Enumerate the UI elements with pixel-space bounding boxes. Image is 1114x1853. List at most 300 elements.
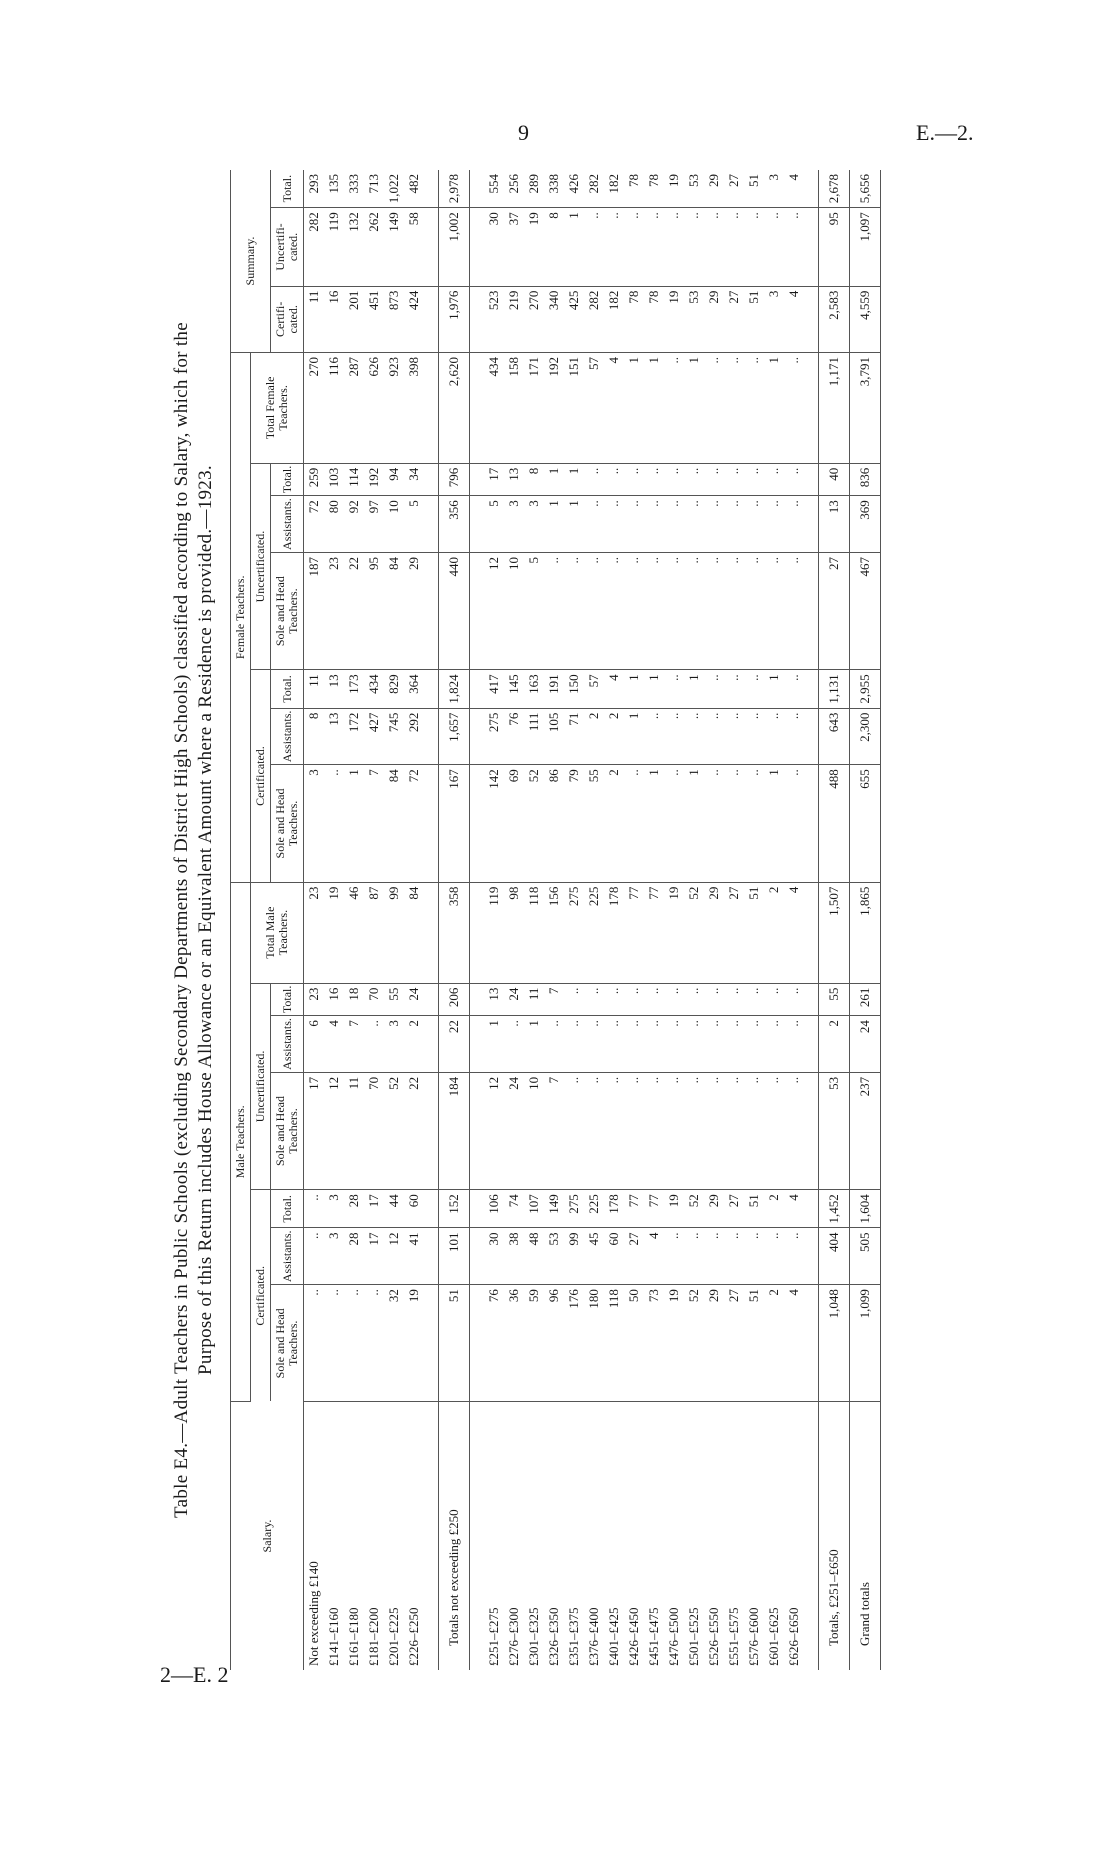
value-cell: .. [724,208,744,286]
value-cell: 424 [404,286,424,352]
value-cell: .. [744,208,764,286]
salary-label-cell: £161–£180 [346,1607,361,1666]
value-cell: 119 [324,208,344,286]
value-cell: .. [704,1016,724,1073]
value-cell: 282 [584,170,604,208]
page-number: 9 [518,120,529,145]
value-cell: 713 [364,170,384,208]
table-body [304,170,881,1670]
value-cell: 151 [564,353,584,464]
value-cell: 10 [384,496,404,553]
value-cell: 92 [344,496,364,553]
value-cell: .. [764,208,784,286]
value-cell: 84 [384,765,404,882]
value-cell: 149 [544,1190,564,1228]
table-row [604,170,624,1670]
value-cell: 5,656 [850,170,881,208]
rotated-table-region [170,150,990,1710]
table-row [564,170,584,1670]
value-cell: .. [764,708,784,765]
value-cell: 23 [304,882,325,983]
header-female-uncertificated: Uncertificated. [251,463,271,670]
value-cell: .. [664,983,684,1016]
salary-label-cell: £626–£650 [786,1607,801,1666]
value-cell: 77 [624,882,644,983]
value-cell: .. [584,463,604,496]
spacer-cell [804,882,819,983]
value-cell: 270 [304,353,325,464]
spacer-cell [424,208,439,286]
value-cell: 30 [484,208,504,286]
value-cell: 13 [324,670,344,708]
value-cell: 3 [764,170,784,208]
value-cell: .. [664,208,684,286]
subtotal-row [439,170,470,1670]
value-cell: 28 [344,1190,364,1228]
value-cell: 3 [504,496,524,553]
table-title [170,170,218,1670]
table-row [384,170,404,1670]
value-cell: .. [744,1228,764,1285]
value-cell: .. [344,1285,364,1402]
value-cell: 24 [850,1016,881,1073]
value-cell: 5 [524,552,544,669]
salary-label-cell: £601–£625 [766,1607,781,1666]
spacer-cell [804,670,819,708]
value-cell: .. [364,1016,384,1073]
table-row [784,170,804,1670]
spacer-cell [470,1228,485,1285]
value-cell: 745 [384,708,404,765]
value-cell: 2,678 [819,170,850,208]
salary-label-cell: £276–£300 [506,1607,521,1666]
value-cell: 72 [304,496,325,553]
value-cell: 4 [784,170,804,208]
value-cell: 24 [404,983,424,1016]
value-cell: .. [644,708,664,765]
value-cell: .. [624,983,644,1016]
value-cell: 95 [819,208,850,286]
value-cell: 873 [384,286,404,352]
value-cell: 1 [484,1016,504,1073]
value-cell: .. [744,1016,764,1073]
salary-label-cell: £226–£250 [406,1607,421,1666]
value-cell: .. [764,463,784,496]
value-cell: 626 [364,353,384,464]
value-cell: 23 [324,552,344,669]
value-cell: .. [644,208,664,286]
value-cell: 178 [604,882,624,983]
value-cell: 95 [364,552,384,669]
value-cell: 201 [344,286,364,352]
value-cell: .. [744,353,764,464]
spacer-row [804,170,819,1670]
value-cell: .. [744,1072,764,1189]
salary-table [230,170,881,1670]
spacer-cell [424,463,439,496]
table-row [684,170,704,1670]
value-cell: 78 [624,286,644,352]
value-cell: .. [604,983,624,1016]
spacer-cell [804,170,819,208]
value-cell: 1,865 [850,882,881,983]
value-cell: 12 [484,1072,504,1189]
table-title-line-2: Purpose of this Return includes House Allowance or an Equivalent Amount where a Residence is provided.—1923. [195,465,216,1375]
value-cell: .. [564,552,584,669]
value-cell: 27 [724,286,744,352]
value-cell: 11 [524,983,544,1016]
value-cell: 150 [564,670,584,708]
value-cell: .. [764,1016,784,1073]
spacer-cell [470,286,485,352]
value-cell: 1 [524,1016,544,1073]
value-cell: 10 [504,552,524,669]
value-cell: 27 [724,1285,744,1402]
value-cell: 158 [504,353,524,464]
value-cell: 10 [524,1072,544,1189]
value-cell: 1 [624,708,644,765]
spacer-cell [804,353,819,464]
value-cell: 52 [684,882,704,983]
value-cell: .. [684,496,704,553]
value-cell: .. [604,1072,624,1189]
spacer-cell [804,1285,819,1402]
value-cell: 27 [724,882,744,983]
value-cell: 27 [819,552,850,669]
value-cell: .. [724,1016,744,1073]
value-cell: .. [684,1072,704,1189]
value-cell: 27 [724,1190,744,1228]
header-male-certificated: Certificated. [251,1190,271,1402]
value-cell: 77 [644,882,664,983]
value-cell: .. [664,552,684,669]
spacer-cell [804,496,819,553]
value-cell: .. [644,983,664,1016]
value-cell: 53 [684,286,704,352]
value-cell: 84 [384,552,404,669]
value-cell: 53 [684,170,704,208]
salary-label-cell: Not exceeding £140 [306,1561,321,1666]
value-cell: .. [744,670,764,708]
value-cell: 2,955 [850,670,881,708]
value-cell: 69 [504,765,524,882]
value-cell: 1,097 [850,208,881,286]
value-cell: 1,048 [819,1285,850,1402]
value-cell: 467 [850,552,881,669]
value-cell: 261 [850,983,881,1016]
value-cell: 1,099 [850,1285,881,1402]
table-row [544,170,564,1670]
spacer-cell [804,983,819,1016]
value-cell: 78 [624,170,644,208]
value-cell: .. [784,353,804,464]
value-cell: .. [664,1072,684,1189]
value-cell: .. [584,496,604,553]
value-cell: 427 [364,708,384,765]
value-cell: 106 [484,1190,504,1228]
value-cell: .. [724,552,744,669]
value-cell: 55 [819,983,850,1016]
value-cell: 40 [819,463,850,496]
value-cell: .. [764,983,784,1016]
value-cell: 1,604 [850,1190,881,1228]
value-cell: .. [664,765,684,882]
value-cell: 178 [604,1190,624,1228]
spacer-cell [470,670,485,708]
table-row [584,170,604,1670]
value-cell: .. [664,708,684,765]
value-cell: 19 [324,882,344,983]
value-cell: 1,452 [819,1190,850,1228]
value-cell: 3 [524,496,544,553]
value-cell: 356 [439,496,470,553]
value-cell: .. [324,1285,344,1402]
value-cell: 192 [364,463,384,496]
value-cell: .. [604,496,624,553]
value-cell: 52 [384,1072,404,1189]
value-cell: .. [604,552,624,669]
value-cell: 2,978 [439,170,470,208]
value-cell: .. [604,463,624,496]
value-cell: .. [364,1285,384,1402]
value-cell: .. [724,765,744,882]
value-cell: 364 [404,670,424,708]
value-cell: 488 [819,765,850,882]
value-cell: 103 [324,463,344,496]
value-cell: 182 [604,286,624,352]
value-cell: 282 [304,208,325,286]
value-cell: .. [564,983,584,1016]
spacer-cell [804,1190,819,1228]
value-cell: 37 [504,208,524,286]
value-cell: 358 [439,882,470,983]
spacer-cell [424,765,439,882]
value-cell: 237 [850,1072,881,1189]
value-cell: 59 [524,1285,544,1402]
value-cell: 176 [564,1285,584,1402]
value-cell: 118 [604,1285,624,1402]
value-cell: 3 [384,1016,404,1073]
value-cell: 19 [664,286,684,352]
value-cell: 3 [304,765,325,882]
value-cell: 78 [644,170,664,208]
value-cell: 1,824 [439,670,470,708]
value-cell: .. [664,1016,684,1073]
value-cell: .. [324,765,344,882]
value-cell: 192 [544,353,564,464]
table-row [484,170,504,1670]
value-cell: 6 [304,1016,325,1073]
value-cell: 7 [364,765,384,882]
value-cell: 45 [584,1228,604,1285]
value-cell: .. [584,208,604,286]
value-cell: 5 [484,496,504,553]
value-cell: 275 [564,1190,584,1228]
value-cell: 451 [364,286,384,352]
value-cell: .. [744,765,764,882]
table-row [504,170,524,1670]
value-cell: .. [664,463,684,496]
value-cell: .. [644,496,664,553]
spacer-cell [804,552,819,669]
table-row [704,170,724,1670]
value-cell: 51 [439,1285,470,1402]
value-cell: 434 [484,353,504,464]
value-cell: 107 [524,1190,544,1228]
table-row [764,170,784,1670]
value-cell: 71 [564,708,584,765]
spacer-row [470,170,485,1670]
header-total: Total. [271,1190,304,1228]
value-cell: 70 [364,1072,384,1189]
value-cell: 180 [584,1285,604,1402]
value-cell: .. [304,1228,325,1285]
value-cell: 16 [324,983,344,1016]
value-cell: 19 [664,882,684,983]
value-cell: 287 [344,353,364,464]
value-cell: .. [644,463,664,496]
value-cell: 206 [439,983,470,1016]
value-cell: 84 [404,882,424,983]
value-cell: 1,022 [384,170,404,208]
value-cell: 23 [304,983,325,1016]
value-cell: 19 [524,208,544,286]
value-cell: 1,171 [819,353,850,464]
value-cell: 398 [404,353,424,464]
spacer-cell [424,1228,439,1285]
value-cell: 17 [364,1228,384,1285]
value-cell: .. [744,708,764,765]
salary-label-cell: £501–£525 [686,1607,701,1666]
value-cell: 191 [544,670,564,708]
value-cell: 2 [584,708,604,765]
value-cell: .. [684,708,704,765]
value-cell: 51 [744,1285,764,1402]
value-cell: 2 [404,1016,424,1073]
value-cell: 1 [764,353,784,464]
spacer-cell [470,1285,485,1402]
value-cell: 404 [819,1228,850,1285]
value-cell: .. [504,1016,524,1073]
value-cell: 52 [684,1285,704,1402]
spacer-cell [804,1402,819,1671]
value-cell: .. [704,708,724,765]
header-summary-certificated: Certifi-cated. [271,286,304,352]
salary-label-cell: £181–£200 [366,1607,381,1666]
value-cell: 132 [344,208,364,286]
value-cell: .. [744,496,764,553]
table-row [304,170,325,1670]
spacer-cell [424,286,439,352]
header-total-male: Total Male Teachers. [251,882,304,983]
table-title-line-1: Table E4.—Adult Teachers in Public Schools (excluding Secondary Departments of District High Schools) classified according to Salary, which for the [171,322,192,1518]
value-cell: 434 [364,670,384,708]
value-cell: 13 [504,463,524,496]
subtotal-row [819,170,850,1670]
value-cell: 19 [664,170,684,208]
value-cell: 11 [304,286,325,352]
value-cell: 5 [404,496,424,553]
value-cell: 51 [744,1190,764,1228]
value-cell: 79 [564,765,584,882]
value-cell: 829 [384,670,404,708]
value-cell: .. [724,1228,744,1285]
value-cell: 55 [584,765,604,882]
value-cell: 145 [504,670,524,708]
spacer-cell [470,1402,485,1671]
spacer-cell [424,882,439,983]
value-cell: 2 [764,1285,784,1402]
value-cell: 3,791 [850,353,881,464]
value-cell: 4 [784,882,804,983]
value-cell: 4,559 [850,286,881,352]
value-cell: 293 [304,170,325,208]
spacer-cell [424,1072,439,1189]
value-cell: 52 [524,765,544,882]
value-cell: .. [704,353,724,464]
header-total: Total. [271,670,304,708]
value-cell: 76 [484,1285,504,1402]
header-summary-total: Total. [271,170,304,208]
salary-label-cell: £251–£275 [486,1607,501,1666]
value-cell: 554 [484,170,504,208]
value-cell: 34 [404,463,424,496]
value-cell: 262 [364,208,384,286]
spacer-cell [804,765,819,882]
salary-label-cell: £326–£350 [546,1607,561,1666]
value-cell: .. [784,1228,804,1285]
value-cell: .. [724,1072,744,1189]
value-cell: 1 [764,670,784,708]
value-cell: 1 [684,670,704,708]
value-cell: 482 [404,170,424,208]
value-cell: 30 [484,1228,504,1285]
value-cell: 4 [324,1016,344,1073]
value-cell: 369 [850,496,881,553]
value-cell: 72 [404,765,424,882]
value-cell: .. [744,463,764,496]
value-cell: .. [684,1016,704,1073]
value-cell: 1 [624,670,644,708]
value-cell: 12 [484,552,504,669]
value-cell: 94 [384,463,404,496]
value-cell: 338 [544,170,564,208]
value-cell: .. [784,765,804,882]
value-cell: 167 [439,765,470,882]
salary-label-cell: £526–£550 [706,1607,721,1666]
value-cell: .. [584,552,604,669]
spacer-cell [424,983,439,1016]
value-cell: .. [584,1072,604,1189]
value-cell: 29 [704,1285,724,1402]
value-cell: 105 [544,708,564,765]
value-cell: 270 [524,286,544,352]
value-cell: .. [664,1228,684,1285]
value-cell: .. [544,1016,564,1073]
value-cell: .. [764,1228,784,1285]
value-cell: 53 [544,1228,564,1285]
value-cell: 1,131 [819,670,850,708]
header-summary: Summary. [231,170,271,353]
value-cell: 119 [484,882,504,983]
value-cell: 3 [324,1190,344,1228]
value-cell: .. [704,983,724,1016]
value-cell: 74 [504,1190,524,1228]
value-cell: .. [644,1072,664,1189]
value-cell: 796 [439,463,470,496]
value-cell: .. [624,208,644,286]
value-cell: 923 [384,353,404,464]
